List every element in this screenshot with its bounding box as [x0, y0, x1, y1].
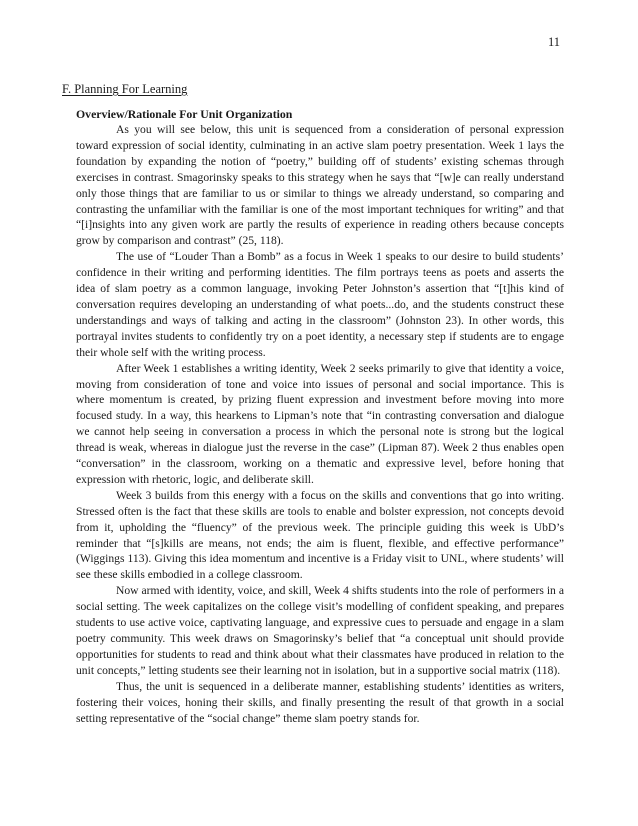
body-content — [76, 106, 564, 726]
page-number: 11 — [547, 35, 560, 49]
paragraph-5: Now armed with identity, voice, and skill, Week 4 shifts students into the role of performers in a social setting. The week capitalizes on the college visit’s modelling of confident speaking, and prepares students to use active voice, captivating language, and expressive cues to persuade and engage in a slam poetry community. This week draws on Smagorinsky’s belief that “a conceptual unit should provide opportunities for students to read and think about what their classmates have produced in relation to the unit concepts,” letting students see their learning not in isolation, but in a supportive social matrix (118). — [76, 584, 564, 677]
paragraph-3: After Week 1 establishes a writing identity, Week 2 seeks primarily to give that identity a voice, moving from consideration of tone and voice into issues of personal and social importance. This is where momentum is created, by prizing fluent expression and investment before moving into more focused study. In a way, this hearkens to Lipman’s note that “in contrasting conversation and dialogue we cannot help seeing in conversation a process in which the personal note is strong but the logical thread is weak, whereas in dialogue just the reverse in the case” (Lipman 87). Week 2 thus enables open “conversation” in the classroom, working on a thematic and expressive level, before honing that expression with rhetoric, logic, and deliberate skill. — [76, 361, 564, 486]
paragraph-2: The use of “Louder Than a Bomb” as a focus in Week 1 speaks to our desire to build students’ confidence in their writing and performing identities. The film portrays teens as poets and asserts the idea of slam poetry as a common language, invoking Peter Johnston’s assertion that “[t]his kind of conversation requires developing an understanding of what poets...do, and the students construct these understandings and ways of talking and acting in the classroom” (Johnston 23). In other words, this portrayal invites students to confidently try on a poet identity, a necessary step if students are to engage their whole self with the writing process. — [76, 250, 564, 359]
paragraph-1: As you will see below, this unit is sequenced from a consideration of personal expression toward expression of social identity, culminating in an active slam poetry presentation. Week 1 lays the foundation by expanding the notion of “poetry,” building off of students’ existing schemas through exercises in contrast. Smagorinsky speaks to this strategy when he says that “[w]e can really understand only those things that are familiar to us or similar to things we already understand, so comparing and contrasting the unfamiliar with the familiar is one of the most important techniques for writing” and that “[i]nsights into any given work are partly the results of experience in reading others because concepts grow by comparison and contrast” (25, 118). — [76, 123, 564, 248]
section-heading: F. Planning For Learning — [62, 82, 188, 96]
paragraph-6: Thus, the unit is sequenced in a deliberate manner, establishing students’ identities as writers, fostering their voices, honing their skills, and finally presenting the result of that growth in a social setting representative of the “social change” theme slam poetry stands for. — [76, 679, 564, 725]
paragraph-4: Week 3 builds from this energy with a focus on the skills and conventions that go into writing. Stressed often is the fact that these skills are tools to enable and bolster expression, not concepts devoid from it, upholding the “fluency” of the previous week. The principle guiding this week is UbD’s reminder that “[s]kills are means, not ends; the aim is fluent, flexible, and effective performance” (Wiggings 113). Giving this idea momentum and incentive is a Friday visit to UNL, where students’ will see these skills embodied in a college classroom. — [76, 488, 564, 582]
subheading: Overview/Rationale For Unit Organization — [76, 107, 293, 121]
